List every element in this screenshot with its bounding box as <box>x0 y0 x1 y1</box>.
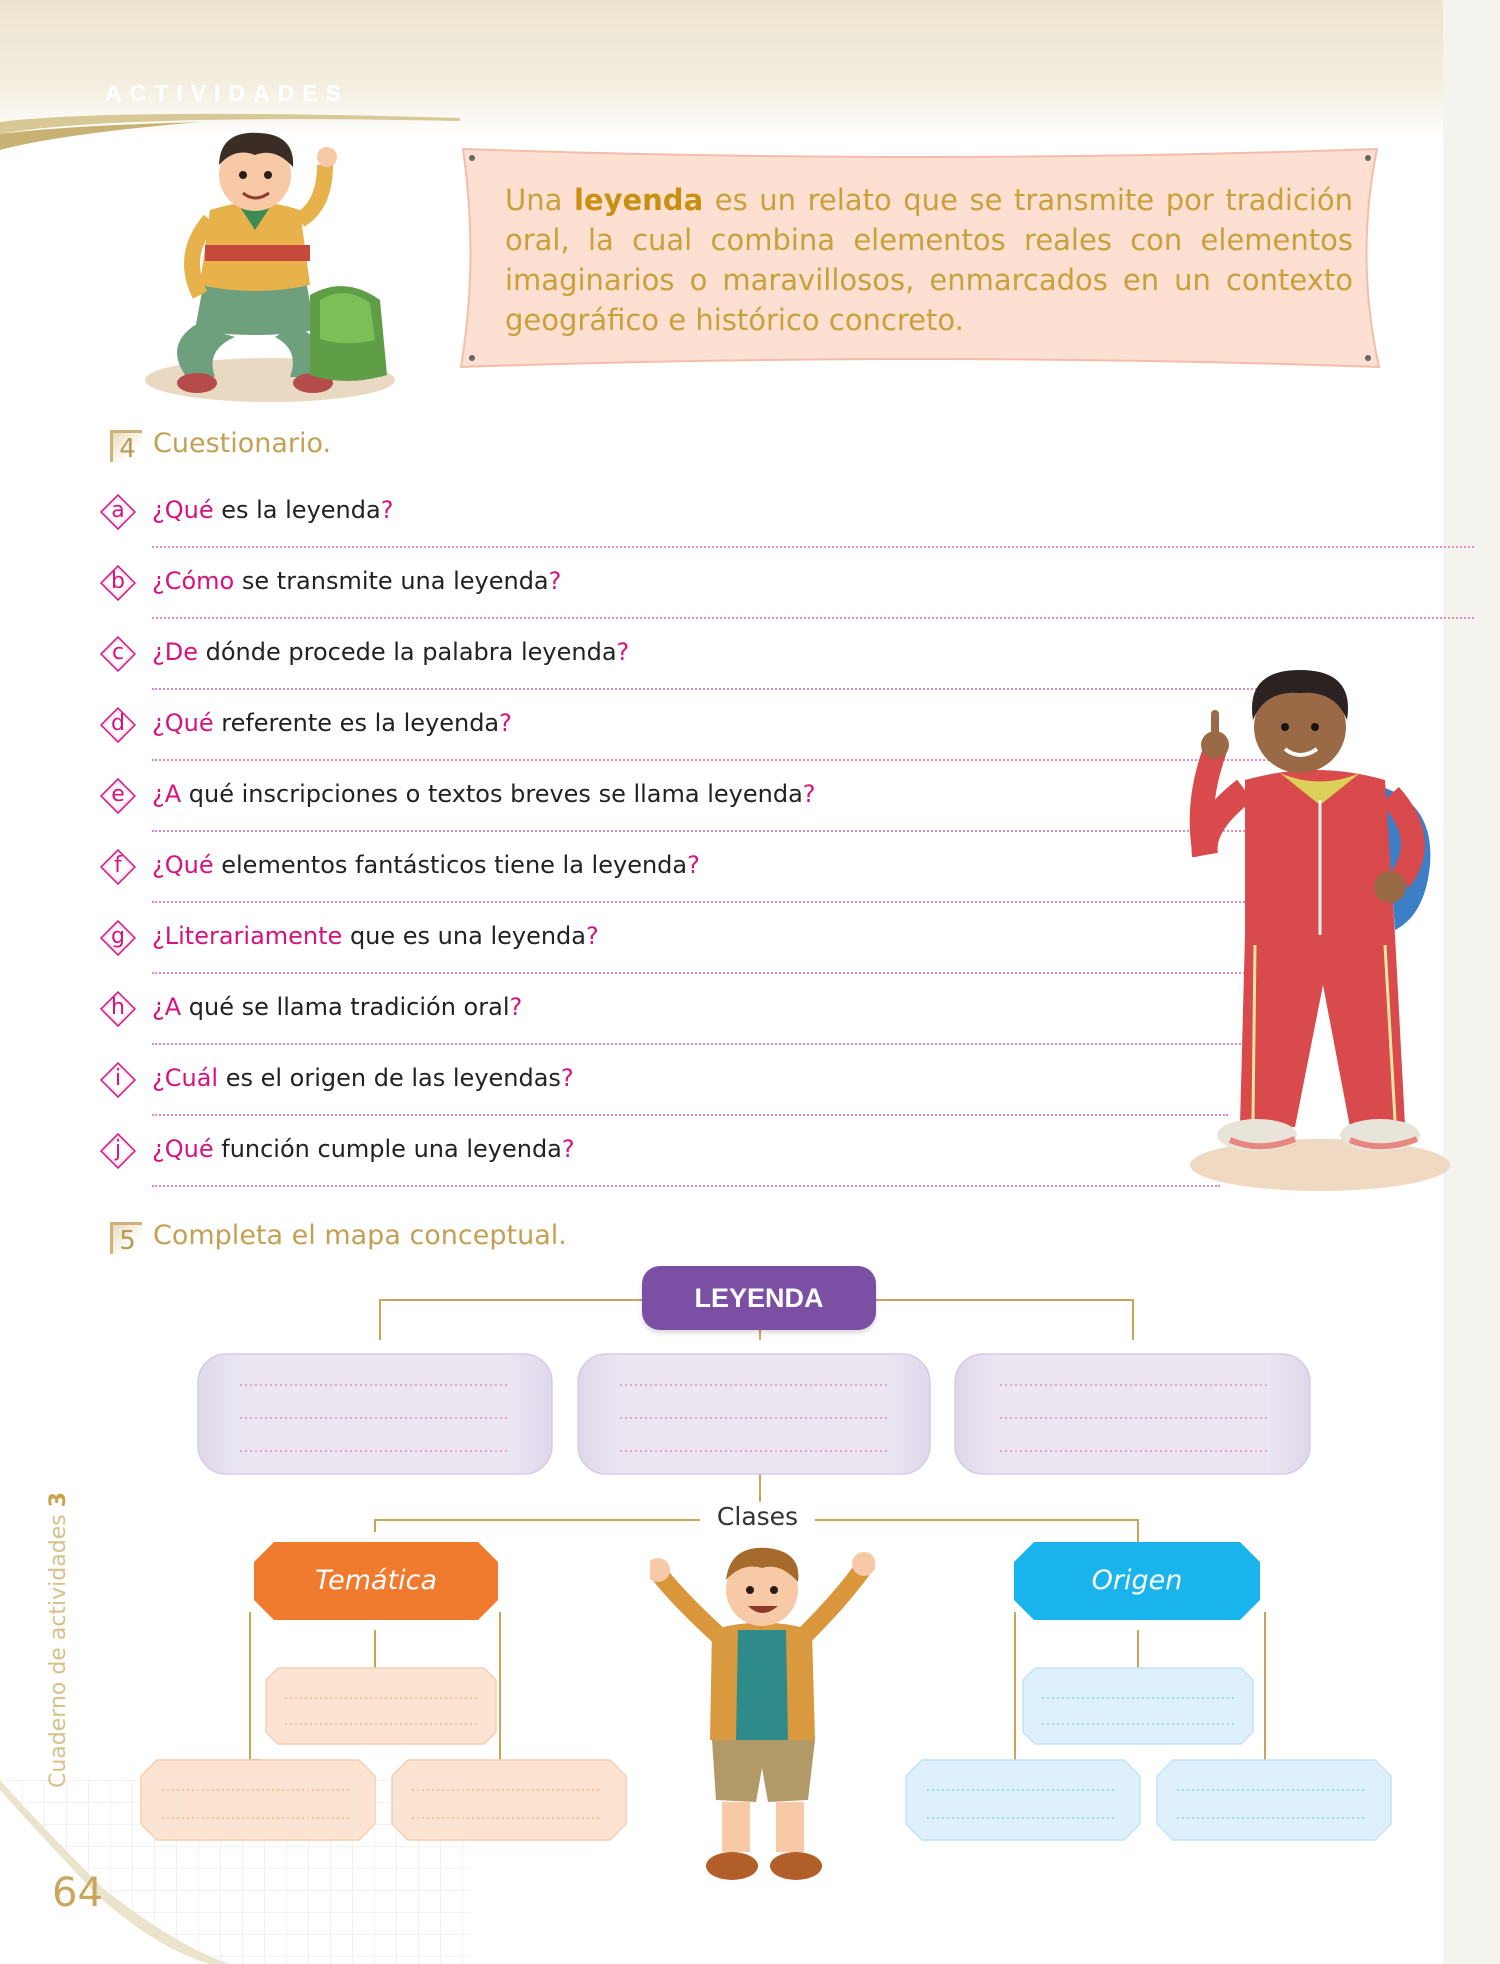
question-text <box>152 993 522 1021</box>
definition-text <box>505 180 1353 340</box>
question-letter: a <box>111 498 125 523</box>
page-number: 64 <box>52 1870 103 1916</box>
question-lead: ¿Qué <box>152 1135 214 1163</box>
question-letter: f <box>114 853 122 878</box>
question-letter: c <box>111 640 125 665</box>
question-rest: es la leyenda <box>213 496 381 524</box>
answer-line[interactable] <box>152 617 1474 619</box>
definition-prefix: Una <box>505 183 563 217</box>
question-text <box>152 638 629 666</box>
question-text <box>152 567 561 595</box>
question-rest: qué inscripciones o textos breves se llama leyenda <box>181 780 803 808</box>
spine-text <box>46 1492 71 1788</box>
standing-boy-illustration <box>1185 665 1460 1195</box>
question-end: ? <box>499 709 512 737</box>
section-4-number: 4 <box>110 430 142 462</box>
question-letter: h <box>111 995 125 1020</box>
sitting-boy-illustration <box>125 125 425 405</box>
section-5-number: 5 <box>110 1222 142 1254</box>
answer-line[interactable] <box>152 972 1249 974</box>
spine-label: Cuaderno de actividades <box>46 1514 71 1788</box>
question-rest: referente es la leyenda <box>213 709 500 737</box>
question-end: ? <box>561 1135 575 1163</box>
definition-body: es un relato que se transmite por tradición oral, la cual combina elementos reales con elementos imaginarios o maravillosos, enmarcados en un contexto geográfico e histórico concreto. <box>505 183 1354 337</box>
origen-answer-boxes <box>905 1666 1395 1846</box>
question-end: ? <box>560 1064 574 1092</box>
section-5-title: Completa el mapa conceptual. <box>153 1220 567 1251</box>
question-end: ? <box>586 922 599 950</box>
question-lead: ¿Literariamente <box>152 922 343 950</box>
question-text <box>152 1135 575 1163</box>
question-letter: j <box>114 1137 122 1162</box>
question-rest: elementos fantásticos tiene la leyenda <box>213 851 688 879</box>
answer-line[interactable] <box>152 1185 1220 1187</box>
question-lead: ¿A <box>152 780 182 808</box>
question-lead: ¿De <box>152 638 198 666</box>
question-letter: b <box>111 569 125 594</box>
question-rest: es el origen de las leyendas <box>218 1064 561 1092</box>
answer-line[interactable] <box>152 759 1289 761</box>
answer-line[interactable] <box>152 546 1474 548</box>
answer-line[interactable] <box>152 1043 1249 1045</box>
question-text <box>152 851 700 879</box>
definition-term: leyenda <box>573 183 704 217</box>
question-letter: g <box>111 924 125 949</box>
question-lead: ¿Cuál <box>152 1064 219 1092</box>
question-letter: d <box>111 711 125 736</box>
section-4-title: Cuestionario. <box>153 428 332 459</box>
cheering-boy-illustration <box>650 1540 875 1900</box>
question-lead: ¿Cómo <box>152 567 235 595</box>
question-rest: se transmite una leyenda <box>234 567 549 595</box>
answer-line[interactable] <box>152 901 1249 903</box>
question-lead: ¿Qué <box>152 709 214 737</box>
question-end: ? <box>380 496 394 524</box>
concept-root-node: LEYENDA <box>642 1266 876 1330</box>
answer-line[interactable] <box>152 688 1309 690</box>
question-rest: dónde procede la palabra leyenda <box>197 638 617 666</box>
question-rest: qué se llama tradición oral <box>181 993 510 1021</box>
question-rest: que es una leyenda <box>342 922 586 950</box>
question-text <box>152 1064 574 1092</box>
question-lead: ¿Qué <box>152 851 214 879</box>
question-text <box>152 709 512 737</box>
question-text <box>152 922 599 950</box>
spine-volume: 3 <box>46 1491 71 1508</box>
question-text <box>152 496 393 524</box>
question-end: ? <box>802 780 816 808</box>
tematica-node-label: Temática <box>314 1565 438 1596</box>
question-letter: i <box>114 1066 122 1091</box>
question-text <box>152 780 816 808</box>
question-end: ? <box>509 993 523 1021</box>
question-end: ? <box>687 851 700 879</box>
question-lead: ¿A <box>152 993 182 1021</box>
question-rest: función cumple una leyenda <box>213 1135 562 1163</box>
answer-line[interactable] <box>152 1114 1228 1116</box>
question-end: ? <box>616 638 630 666</box>
concept-answer-boxes <box>195 1350 1315 1480</box>
origen-node-label: Origen <box>1091 1565 1183 1596</box>
question-lead: ¿Qué <box>152 496 214 524</box>
question-letter: e <box>111 782 125 807</box>
header-title: ACTIVIDADES <box>105 80 349 106</box>
classes-label: Clases <box>700 1502 815 1531</box>
answer-line[interactable] <box>152 830 1268 832</box>
question-end: ? <box>548 567 562 595</box>
